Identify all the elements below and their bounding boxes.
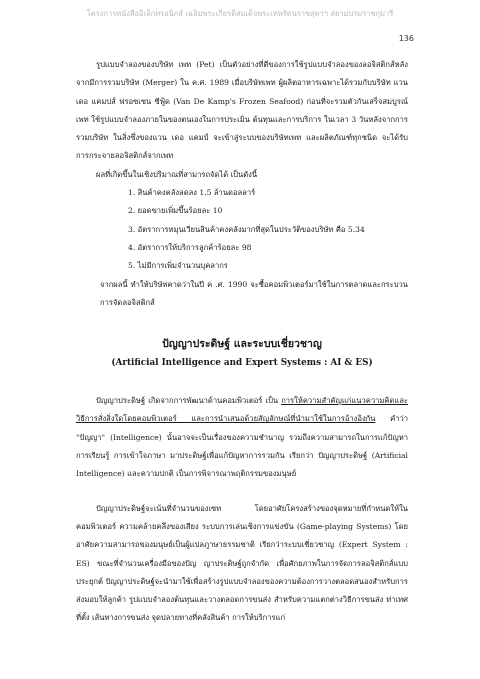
section-subtitle: (Artificial Intelligence and Expert Systems : AI & ES)	[111, 358, 373, 369]
results-list	[76, 184, 408, 275]
page-number: 136	[398, 34, 414, 43]
section-title: ปัญญาประดิษฐ์ และระบบเชี่ยวชาญ	[162, 338, 322, 351]
list-item: 2. ยอดขายเพิ่มขึ้นร้อยละ 10	[128, 206, 223, 216]
paragraph-ai-applications: ปัญญาประดิษฐ์จะเน้นที่จำนวนของเซท โดยอาศัยโครงสร้างของจุดหมายที่กำหนดให้ในคอมพิวเตอร์ ความคล้ายคลึงของเสียง ระบบการเล่นเชิงการแข่งขัน (Game-playing Systems) โดยอาศัยความสามารถของมนุษย์เป็นผู้แปลภูาษาธรรมชาติ เรียกว่าระบบเชี่ยวชาญ (Expert System : ES) ขณะที่จำนวนเครื่องมือของปัญ ญาประดิษฐ์ถูกจำกัด เพื่อศักยภาพในการจัดการลอจิสติกส์แบบประยุกต์ ปัญญาประดิษฐ์จะนำมาใช้เพื่อสร้างรูปแบบจำลองของความต้องการวางตลอดสนองสำหรับการส่งมอบให้ลูกค้า รูปแบบจำลองต้นทุนและวางตลอดการขนส่ง สำหรับความแตกต่างวิธีการขนส่ง ท่าเทศที่ตั้ง เส้นทางการขนส่ง จุดปลายทางที่คลังสินค้า การให้บริการแก่	[76, 503, 408, 623]
ai-rest-text: คำว่า "ปัญญา" (Intelligence) นั้นอาจจะเป็นเรื่องของความชำนาญ รวมถึงความสามารถในการแก้ปัญหา การเรียนรู้ การเข้าใจภาษา มาประดิษฐ์เพื่อแก้ปัญหาการรวมกัน เรียกว่า ปัญญาประดิษฐ์ (Artificial Intelligence) และความปกติ เป็นการพิจารณาพฤติกรรมของมนุษย์	[76, 414, 408, 479]
list-item: 4. อัตราการให้บริการลูกค้าร้อยละ 98	[128, 242, 252, 252]
paragraph-ai-definition	[76, 392, 408, 483]
ai-lead-text: ปัญญาประดิษฐ์ เกิดจากการพัฒนาด้านคอมพิวเตอร์ เป็น	[96, 396, 282, 406]
list-item: 5. ไม่มีการเพิ่มจำนวนบุคลากร	[128, 261, 228, 271]
page-content	[76, 56, 408, 628]
ai-underlined-text: การให้ความสำคัญแก่แนวความคิดและวิธีการสั่งสิ่งใดโดยคอมพิวเตอร์ และการนำเสนอด้วยสัญลักษณ์ที่นำมาใช้ในการอ้างอิงกัน	[76, 396, 408, 424]
list-item: 3. อัตราการหมุนเวียนสินค้าคงคลังมากที่สุดในประวัติของบริษัท คือ 5.34	[128, 224, 365, 234]
closing-paragraph: จากผลนี้ ทำให้บริษัทคาดว่าในปี ค .ศ. 1990 จะซื้อคอมพิวเตอร์มาใช้ในการตลาดและกระบวนการจัดลอจิสติกส์	[100, 279, 408, 307]
results-intro: ผลที่เกิดขึ้นในเชิงปริมาณที่สามารถจัดได้ เป็นดังนี้	[96, 169, 258, 179]
paragraph-pet-model: รูปแบบจำลองของบริษัท เพท (Pet) เป็นตัวอย่างที่ดีของการใช้รูปแบบจำลองของลอจิสติกส์หลังจากมีการรวมบริษัท (Merger) ใน ค.ศ. 1989 เมื่อบริษัทเพท ผู้ผลิตอาหารเฉพาะได้รวมกับบริษัท แวน เดอ แคมปส์ ฟรอซเซน ซีฟู้ด (Van De Kamp's Frozen Seafood) ก่อนที่จะรวมตัวกันเสร็จสมบูรณ์ เพท ใช้รูปแบบจำลองภายในของตนเองในการประเมิน ต้นทุนและการบริการ ในเวลา 3 วันหลังจากการรวมบริษัท ในสิ่งซึ่งของแวน เดอ แคมป์ จะเข้าสู่ระบบของบริษัทเพท และผลิตภัณฑ์ทุกชนิด จะได้รับการกระจายลอจิสติกส์จากเพท	[76, 60, 408, 161]
list-item: 1. สินค้าคงคลังลดลง 1.5 ล้านดอลลาร์	[128, 188, 256, 198]
header-watermark: โครงการหนังสืออิเล็กทรอนิกส์ เฉลิมพระเกียรติสมเด็จพระเทพรัตนราชสุดาฯ สยามบรมราชกุมารี	[86, 9, 394, 18]
